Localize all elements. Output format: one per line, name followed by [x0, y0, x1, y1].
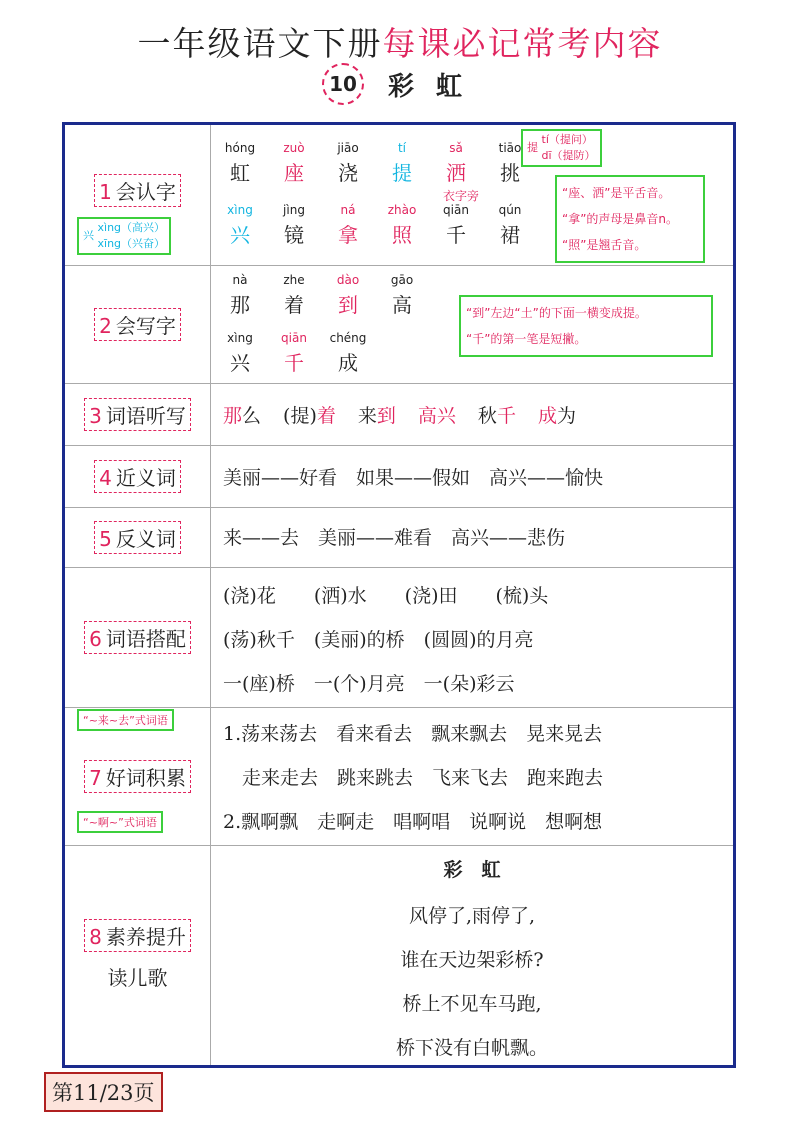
- char-cell: [217, 331, 263, 376]
- synonyms-text: 美丽——好看 如果——假如 高兴——愉快: [223, 467, 604, 489]
- char-cell: [217, 273, 263, 318]
- collocation-line: 一(座)桥 一(个)月亮 一(朵)彩云: [223, 673, 515, 695]
- section-number: 6: [89, 626, 102, 651]
- row-antonyms: [65, 507, 733, 568]
- pattern-tag-a: “~啊~”式词语: [77, 811, 163, 833]
- content-table: [62, 122, 736, 1068]
- dictation-part: 秋: [477, 405, 497, 427]
- collocation-line: (荡)秋千 (美丽)的桥 (圆圆)的月亮: [223, 629, 534, 651]
- hanzi: 到: [338, 293, 358, 317]
- row-good-words: [65, 707, 733, 846]
- pinyin: tí: [397, 141, 407, 155]
- hanzi: 那: [230, 293, 250, 317]
- pinyin: xìng: [227, 331, 253, 345]
- pinyin: hóng: [224, 141, 256, 155]
- antonyms-text: 来——去 美丽——难看 高兴——悲伤: [223, 527, 566, 549]
- char-cell: [325, 273, 371, 318]
- char-cell: [217, 141, 263, 186]
- char-cell: [271, 141, 317, 186]
- title-main: 一年级语文下册: [137, 24, 383, 63]
- dictation-part: 千: [496, 405, 516, 427]
- row-literacy: [65, 845, 733, 1065]
- row-collocations: [65, 567, 733, 708]
- pinyin: chéng: [329, 331, 367, 345]
- char-cell: [325, 203, 371, 248]
- pinyin: dào: [336, 273, 360, 287]
- pinyin: xìng: [227, 203, 253, 217]
- xing-polyphone-note: 兴 xìng（高兴） xīng（兴奋）: [77, 217, 171, 255]
- section-number: 7: [89, 765, 102, 790]
- dictation-part: 那: [223, 405, 243, 427]
- radical-note: 衣字旁: [443, 189, 480, 203]
- row-synonyms: [65, 445, 733, 508]
- hanzi: 浇: [338, 161, 358, 185]
- dictation-word: [223, 405, 261, 427]
- pinyin: nà: [232, 273, 248, 287]
- pinyin: qiān: [443, 203, 469, 217]
- dictation-word: [283, 405, 336, 427]
- dictation-part: 到: [376, 405, 396, 427]
- writing-note: “到”左边“土”的下面一横变成提。 “千”的第一笔是短撇。: [459, 295, 713, 357]
- hanzi: 挑: [500, 161, 520, 185]
- section-title: 词语搭配: [105, 626, 186, 651]
- pronunciation-note: “座、洒”是平舌音。 “拿”的声母是鼻音n。 “照”是翘舌音。: [555, 175, 705, 263]
- good-words-line: 走来走去 跳来跳去 飞来飞去 跑来跑去: [223, 767, 604, 789]
- char-cell: [271, 331, 317, 376]
- hanzi: 兴: [230, 223, 250, 247]
- good-words-line: 2.飘啊飘 走啊走 唱啊唱 说啊说 想啊想: [223, 811, 603, 833]
- char-cell: [325, 141, 371, 186]
- dictation-word: [538, 405, 576, 427]
- hanzi: 千: [284, 351, 304, 375]
- char-cell: [379, 141, 425, 186]
- section-title: 素养提升: [105, 925, 186, 949]
- hanzi: 座: [284, 161, 304, 185]
- ti-polyphone-note: 提 tí（提问） dī（提防）: [521, 129, 602, 167]
- row-dictation: [65, 383, 733, 446]
- collocation-line: (浇)花 (洒)水 (浇)田 (梳)头: [223, 585, 549, 607]
- dictation-part: 为: [556, 405, 576, 427]
- title-highlight: 每课必记常考内容: [382, 24, 663, 63]
- pinyin: jiāo: [337, 141, 359, 155]
- dictation-word: [418, 405, 456, 427]
- row-write: [65, 265, 733, 384]
- dictation-part: 着: [316, 405, 336, 427]
- pinyin: jìng: [283, 203, 305, 217]
- hanzi: 裙: [500, 223, 520, 247]
- pinyin: ná: [340, 203, 356, 217]
- hanzi: 洒: [446, 161, 466, 185]
- lesson-name: 彩虹: [388, 71, 485, 102]
- lesson-number: 10: [322, 63, 364, 105]
- section-number: 4: [99, 465, 112, 490]
- hanzi: 千: [446, 223, 466, 247]
- char-cell: [325, 331, 371, 376]
- section-number: 5: [99, 526, 112, 551]
- pinyin: sǎ: [449, 141, 463, 155]
- char-cell: [379, 203, 425, 248]
- char-cell: [271, 273, 317, 318]
- poem-line: 风停了,雨停了,: [408, 905, 536, 927]
- lesson-heading: [322, 64, 484, 104]
- char-cell: [433, 203, 479, 248]
- pinyin: zhe: [283, 273, 305, 287]
- pinyin: gāo: [390, 273, 414, 287]
- section-number: 2: [99, 313, 112, 338]
- page-number: 第11/23页: [44, 1072, 163, 1112]
- section-title: 好词积累: [105, 765, 186, 790]
- poem-line: 谁在天边架彩桥?: [400, 949, 544, 971]
- dictation-part: 来: [357, 405, 377, 427]
- row-recognize: [65, 125, 733, 266]
- hanzi: 虹: [230, 161, 250, 185]
- hanzi: 高: [392, 293, 412, 317]
- dictation-word: [358, 405, 396, 427]
- section-title: 会认字: [115, 179, 176, 204]
- hanzi: 兴: [230, 351, 250, 375]
- dictation-part: 成: [537, 405, 557, 427]
- pattern-tag-laiqu: “~来~去”式词语: [77, 709, 174, 731]
- section-title: 近义词: [115, 465, 176, 490]
- dictation-part: (提): [283, 405, 317, 427]
- section-title: 会写字: [115, 313, 176, 338]
- char-cell: [433, 141, 479, 186]
- pinyin: qiān: [281, 331, 307, 345]
- poem-line: 桥下没有白帆飘。: [395, 1037, 548, 1059]
- pinyin: tiāo: [498, 141, 522, 155]
- hanzi: 拿: [338, 223, 358, 247]
- char-cell: [271, 203, 317, 248]
- dictation-word: [478, 405, 516, 427]
- char-cell: [217, 203, 263, 248]
- hanzi: 照: [392, 223, 412, 247]
- poem-line: 桥上不见车马跑,: [402, 993, 542, 1015]
- hanzi: 提: [392, 161, 412, 185]
- hanzi: 成: [338, 351, 358, 375]
- good-words-line: 1.荡来荡去 看来看去 飘来飘去 晃来晃去: [223, 723, 603, 745]
- section-number: 8: [89, 925, 102, 949]
- section-number: 3: [89, 403, 102, 428]
- hanzi: 镜: [284, 223, 304, 247]
- dictation-part: 么: [242, 405, 262, 427]
- pinyin: qún: [498, 203, 522, 217]
- char-cell: [487, 203, 533, 248]
- poem: [211, 845, 733, 1065]
- pinyin: zuò: [283, 141, 305, 155]
- char-cell: [379, 273, 425, 318]
- section-title: 反义词: [115, 526, 176, 551]
- dictation-part: 高兴: [417, 405, 456, 427]
- pinyin: zhào: [387, 203, 417, 217]
- section-subtitle: 读儿歌: [107, 966, 168, 990]
- dictation-words: [223, 401, 598, 428]
- section-title: 词语听写: [105, 403, 186, 428]
- poem-title: 彩 虹: [443, 859, 501, 881]
- section-number: 1: [99, 179, 112, 204]
- page-title: [0, 18, 800, 65]
- hanzi: 着: [284, 293, 304, 317]
